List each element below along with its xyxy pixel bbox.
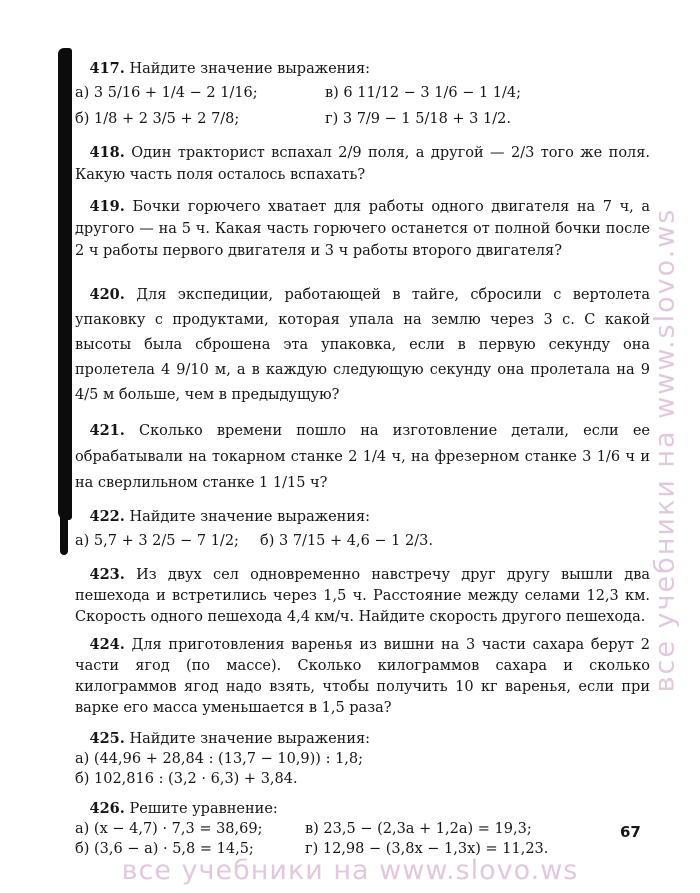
problem-420	[75, 282, 650, 408]
item-b: б) (3,6 − a) · 5,8 = 14,5;	[75, 841, 254, 857]
item-b: б) 1/8 + 2 3/5 + 2 7/8;	[75, 111, 240, 127]
problem-text: Из двух сел одновременно навстречу друг другу вышли два пешехода и встретились через 1,5 ч. Расстояние между селами 12,3 км. Скорость одного пешехода 4,4 км/ч. Найдите скорость другого пешехода.	[75, 567, 650, 625]
problem-number: 426.	[89, 800, 125, 817]
problem-prompt: Найдите значение выражения:	[129, 731, 371, 747]
item-b: б) 102,816 : (3,2 · 6,3) + 3,84.	[75, 771, 298, 787]
item-a: а) 5,7 + 3 2/5 − 7 1/2;	[75, 533, 239, 549]
page-number: 67	[620, 823, 641, 841]
book-spine-shadow-tail	[60, 515, 68, 555]
problem-number: 424.	[89, 636, 125, 653]
problem-text: Для экспедиции, работающей в тайге, сбросили с вертолета упаковку с продуктами, которая упала на землю через 3 с. С какой высоты была сброшена эта упаковка, если в первую секунду она пролетела 4 9/10 м, а в каждую следующую секунду она пролетала на 9 4/5 м больше, чем в предыдущую?	[75, 287, 650, 403]
problem-426	[75, 799, 650, 859]
problem-prompt: Решите уравнение:	[129, 801, 278, 817]
problem-number: 422.	[89, 508, 125, 525]
problem-417	[75, 58, 650, 132]
item-b: б) 3 7/15 + 4,6 − 1 2/3.	[260, 533, 433, 549]
watermark-side: все учебники на www.slovo.ws	[649, 207, 681, 693]
problem-number: 417.	[89, 60, 125, 77]
problem-prompt: Найдите значение выражения:	[129, 61, 371, 77]
problem-text: Для приготовления варенья из вишни на 3 части сахара берут 2 части ягод (по массе). Сколько килограммов сахара и сколько килограммов ягод надо взять, чтобы получить 10 кг варенья, если при варке его масса уменьшается в 1,5 раза?	[75, 637, 651, 716]
problem-text: Один тракторист вспахал 2/9 поля, а другой — 2/3 того же поля. Какую часть поля осталось вспахать?	[75, 145, 651, 183]
item-a: а) (44,96 + 28,84 : (13,7 − 10,9)) : 1,8;	[75, 751, 364, 767]
problem-421	[75, 418, 650, 496]
problem-prompt: Найдите значение выражения:	[129, 509, 371, 525]
item-a: а) 3 5/16 + 1/4 − 2 1/16;	[75, 85, 258, 101]
item-v: в) 23,5 − (2,3a + 1,2a) = 19,3;	[305, 821, 532, 837]
problem-422	[75, 506, 650, 554]
problem-number: 420.	[89, 286, 125, 303]
textbook-page	[75, 58, 650, 859]
item-g: г) 12,98 − (3,8x − 1,3x) = 11,23.	[305, 841, 549, 857]
problem-425	[75, 729, 650, 789]
problem-text: Бочки горючего хватает для работы одного двигателя на 7 ч, а другого — на 5 ч. Какая часть горючего останется от полной бочки после 2 ч работы первого двигателя и 3 ч работы второго двигателя?	[75, 199, 651, 259]
problem-419	[75, 196, 650, 262]
item-a: а) (x − 4,7) · 7,3 = 38,69;	[75, 821, 263, 837]
book-spine-shadow	[58, 48, 72, 520]
problem-number: 425.	[89, 730, 125, 747]
item-v: в) 6 11/12 − 3 1/6 − 1 1/4;	[325, 85, 522, 101]
problem-418	[75, 142, 650, 186]
watermark-bottom: все учебники на www.slovo.ws	[121, 855, 579, 886]
problem-number: 421.	[89, 422, 125, 439]
problem-number: 418.	[89, 144, 125, 161]
problem-number: 419.	[89, 198, 125, 215]
problem-423	[75, 564, 650, 628]
problem-number: 423.	[89, 566, 125, 583]
problem-text: Сколько времени пошло на изготовление детали, если ее обрабатывали на токарном станке 2 1/4 ч, на фрезерном станке 3 1/6 ч и на сверлильном станке 1 1/15 ч?	[75, 423, 650, 491]
item-g: г) 3 7/9 − 1 5/18 + 3 1/2.	[325, 111, 511, 127]
problem-424	[75, 634, 650, 719]
